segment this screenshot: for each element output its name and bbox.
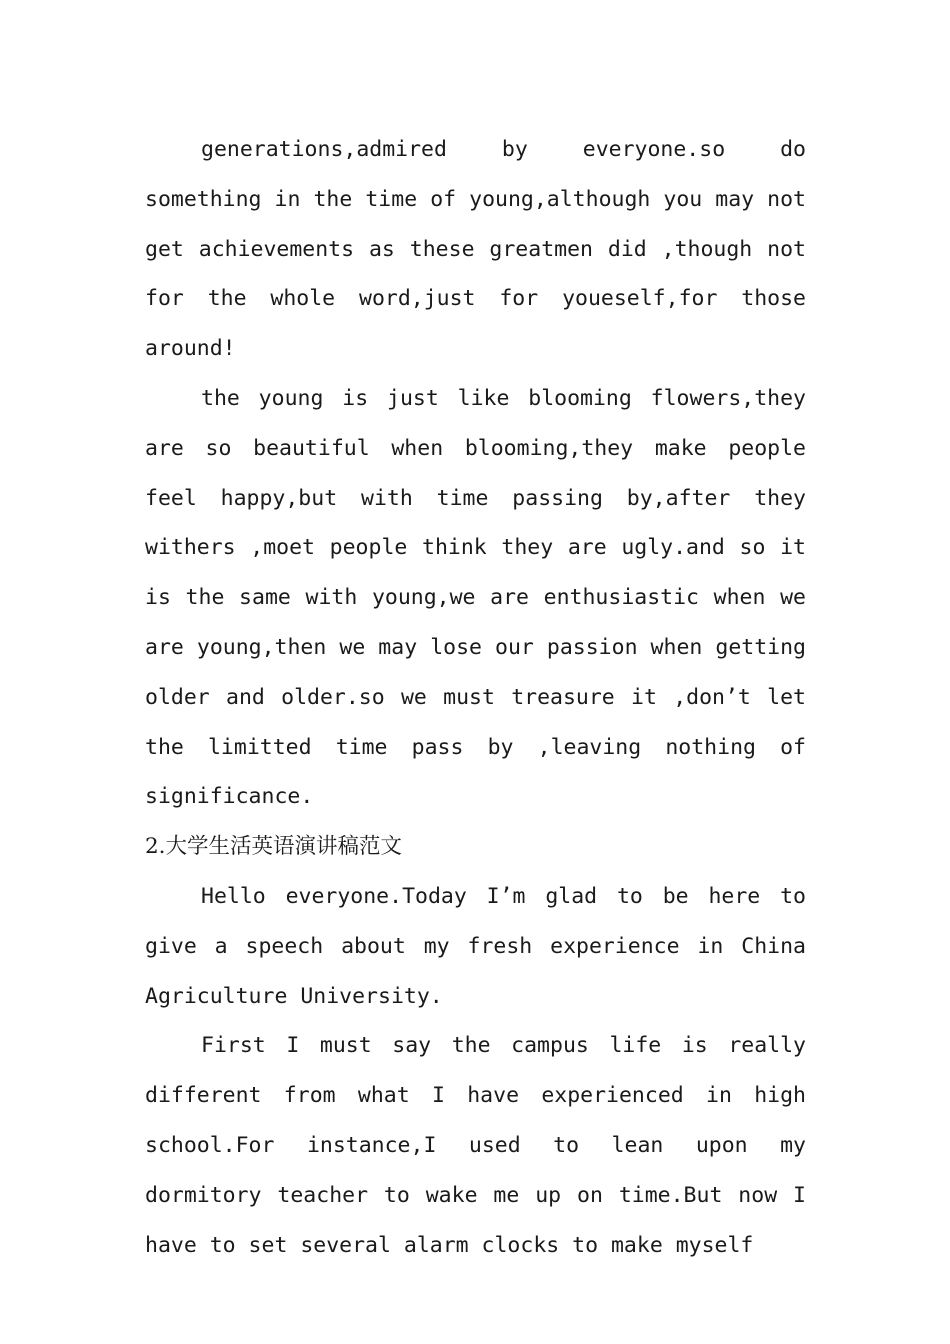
paragraph-generations: generations,admired by everyone.so do something in the time of young,although you may not get achievements as these greatmen did ,though not for the whole word,just for youeself,for those around! bbox=[145, 137, 806, 362]
document-body bbox=[145, 125, 806, 1270]
paragraph-hello-everyone: Hello everyone.Today I’m glad to be here to give a speech about my fresh experience in China Agriculture University. bbox=[145, 883, 806, 1009]
paragraph-campus-life: First I must say the campus life is really different from what I have experienced in high school.For instance,I used to lean upon my dormitory teacher to wake me up on time.But now I have to set several alarm clocks to make myself bbox=[145, 1033, 806, 1258]
section-heading: 2.大学生活英语演讲稿范文 bbox=[145, 834, 403, 860]
paragraph-young-flowers: the young is just like blooming flowers,they are so beautiful when blooming,they make people feel happy,but with time passing by,after they withers ,moet people think they are ugly.and so it is the same with young,we are enthusiastic when we are young,then we may lose our passion when getting older and older.so we must treasure it ,don’t let the limitted time pass by ,leaving nothing of significance. bbox=[145, 385, 806, 810]
